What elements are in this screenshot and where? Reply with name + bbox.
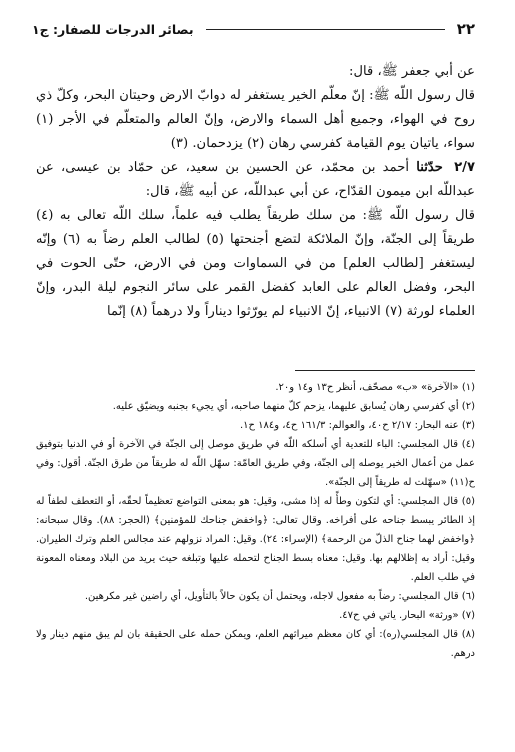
header-rule	[206, 29, 445, 30]
footnote-divider	[295, 370, 475, 371]
page-header	[32, 18, 475, 40]
hadith-text-2: قال رسول اللّه ﷺ: من سلك طريقاً يطلب فيه علماً، سلك اللّه تعالى به (٤) طريقاً إلى الجنّة، وإنّ الملائكة لتضع أجنحتها (٥) لطالب العلم رضاً به (٦) وإنّه ليستغفر [لطالب العلم] من في السماوات ومن في الارض، حتّى الحوت في البحر، وفضل العالم على العابد كفضل القمر على سائر النجوم ليلة البدر، وإنّ العلماء لورثة (٧) الانبياء، إنّ الانبياء لم يورّثوا ديناراً ولا درهماً (٨) إنّما	[36, 208, 475, 319]
hadith-chain	[36, 156, 475, 204]
footnote: (٧) «ورثة» البحار. ياتي في ح٤٧.	[339, 610, 475, 621]
hadith-number: ٢/٧	[454, 160, 476, 175]
main-text	[36, 60, 475, 324]
footnote: (٥) قال المجلسي: أي لتكون وطأً له إذا مشى، وقيل: هو بمعنى التواضع تعظيماً لحقّه، أو التعطف لطفاً له إذ الطائر يبسط جناحه على أفراخه. وقال تعالى: ﴿واخفض جناحك للمؤمنين﴾ (الحجر: ٨٨). وقال سبحانه: ﴿واخفض لهما جناح الذلّ من الرحمة﴾ (الإسراء: ٢٤). وقيل: المراد نزولهم عند مجالس العلم وترك الطيران. وقيل: أراد به إظلالهم بها. وقيل: معناه بسط الجناح لتحمله عليها وتبلغه حيث يريد من البلاد ومعناه المعونة في طلب العلم.	[36, 496, 475, 583]
footnotes	[36, 378, 475, 663]
haddathana-word: حدّثنا	[416, 160, 443, 175]
footnote: (٢) أي كفرسي رهان يُسابق عليهما، يزحم كلّ منهما صاحبه، أي يجيء بجنبه ويضيّق عليه.	[112, 401, 475, 412]
footnote: (٦) قال المجلسي: رضاً به مفعول لاجله، ويحتمل أن يكون حالاً بالتأويل، أي راضين غير مكرهين.	[84, 591, 475, 602]
page-number: ٢٢	[456, 20, 475, 38]
hadith-text-1: قال رسول اللّه ﷺ: إنّ معلّم الخير يستغفر له دوابّ الارض وحيتان البحر، وكلّ ذي روح في الهواء، وجميع أهل السماء والارض، وإنّ العالم والمتعلّم في الأجر (١) سواء، ياتيان يوم القيامة كفرسي رهان (٢) يزدحمان. (٣)	[36, 88, 475, 151]
footnote: (١) «الآخرة» «ب» مصحّف، أنظر ح١٣ و١٤ و٢٠.	[275, 382, 475, 393]
narration-intro: عن أبي جعفر ﷺ، قال:	[349, 64, 475, 79]
footnote: (٨) قال المجلسي(ره): أي كان معظم ميراثهم العلم، ويمكن حمله على الحقيقة بان لم يبق منهم دينار ولا درهم.	[36, 629, 475, 659]
running-title: بصائر الدرجات للصفار: ج١	[32, 21, 194, 37]
footnote: (٣) عنه البحار: ٢/١٧ ح٤٠، والعوالم: ١٦١/٣ ح٤، و١٨٤ ح١.	[239, 420, 475, 431]
isnad-text: أحمد بن محمّد، عن الحسين بن سعيد، عن حمّاد بن عيسى، عن عبداللّه ابن ميمون القدّاح، عن أبي عبداللّه، عن أبيه ﷺ، قال:	[36, 160, 475, 199]
footnote: (٤) قال المجلسي: الباء للتعدية أي أسلكه اللّه في طريق موصل إلى الجنّة في الآخرة أو في الدنيا بتوفيق عمل من أعمال الخير يوصله إلى الجنّة، وفي طريق العامّة: سهّل اللّه له طريقاً من طرق الجنّة. أقول: وفي ح(١١) «سهّلت له طريقاً إلى الجنّة».	[36, 439, 475, 488]
